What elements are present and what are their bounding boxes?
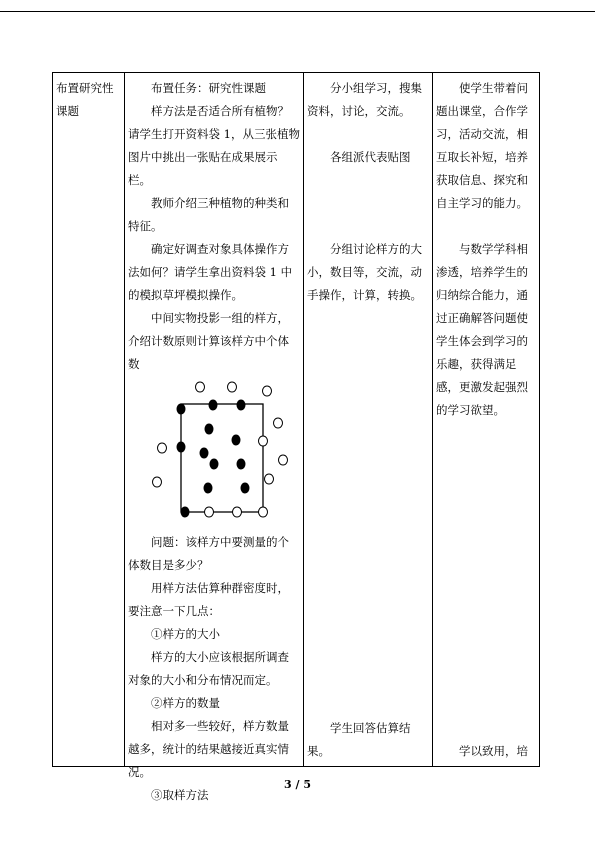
student-activity-cell	[304, 73, 433, 767]
teacher-paragraph: ①样方的大小	[151, 627, 220, 641]
stage-title: 布置研究性课题	[56, 81, 114, 118]
individual-outside	[259, 507, 268, 517]
individual-outside	[259, 436, 268, 446]
teacher-paragraph: 用样方法估算种群密度时，要注意一下几点：	[128, 581, 289, 618]
teacher-paragraph: 确定好调查对象具体操作方法如何？请学生拿出资料袋 1 中的模拟草坪模拟操作。	[128, 242, 293, 302]
page-number: 3 / 5	[284, 778, 311, 791]
teacher-paragraph: 布置任务：研究性课题	[151, 81, 266, 95]
teacher-paragraph: 样方法是否适合所有植物？请学生打开资料袋 1，从三张植物图片中挑出一张贴在成果展示栏。	[128, 104, 300, 187]
student-paragraph: 分小组学习，搜集资料，讨论，交流。	[307, 81, 422, 118]
individual-inside	[177, 404, 186, 415]
teacher-paragraph: 相对多一些较好，样方数量越多，统计的结果越接近真实情况。	[128, 719, 289, 779]
header-rule	[0, 11, 595, 12]
individual-inside	[200, 448, 209, 459]
stage-title-cell	[53, 73, 125, 767]
individual-outside	[274, 418, 283, 428]
individual-outside	[279, 455, 288, 465]
design-intent-cell	[433, 73, 540, 767]
individual-outside	[153, 477, 162, 487]
teacher-paragraph: 问题：该样方中要测量的个体数目是多少？	[128, 535, 289, 572]
quadrat-square	[181, 404, 263, 512]
individual-outside	[158, 443, 167, 453]
individual-inside	[241, 483, 250, 494]
individual-outside	[233, 507, 242, 517]
student-paragraph: 各组派代表贴图	[330, 150, 411, 164]
intent-paragraph: 学以致用，培	[459, 744, 528, 758]
individual-inside	[181, 507, 190, 518]
individual-inside	[177, 442, 186, 453]
individual-outside	[205, 507, 214, 517]
individual-outside	[265, 474, 274, 484]
individual-outside	[196, 382, 205, 392]
teacher-paragraph: 教师介绍三种植物的种类和特征。	[128, 196, 289, 233]
table-row	[53, 73, 540, 767]
teacher-paragraph: ②样方的数量	[151, 696, 220, 710]
individual-inside	[232, 435, 241, 446]
individual-outside	[228, 382, 237, 392]
individual-inside	[210, 459, 219, 470]
intent-paragraph: 与数学学科相渗透，培养学生的归纳综合能力，通过正确解答问题使学生体会到学习的乐趣，获得满足感，更激发起强烈的学习欲望。	[436, 242, 528, 417]
teacher-paragraph: ③取样方法	[151, 788, 209, 802]
individual-inside	[204, 483, 213, 494]
individual-inside	[209, 400, 218, 411]
intent-paragraph: 使学生带着问题出课堂，合作学习，活动交流，相互取长补短，培养获取信息、探究和自主学习的能力。	[436, 81, 528, 210]
teacher-paragraph: 中间实物投影一组的样方，介绍计数原则计算该样方中个体数	[128, 311, 289, 371]
individual-outside	[263, 386, 272, 396]
individual-inside	[237, 400, 246, 411]
individual-inside	[237, 459, 246, 470]
quadrat-sample-diagram	[152, 382, 302, 527]
individual-inside	[205, 424, 214, 435]
student-paragraph: 学生回答估算结果。	[307, 721, 411, 758]
student-paragraph: 分组讨论样方的大小，数目等，交流，动手操作，计算，转换。	[307, 242, 422, 302]
teacher-paragraph: 样方的大小应该根据所调查对象的大小和分布情况而定。	[128, 650, 289, 687]
